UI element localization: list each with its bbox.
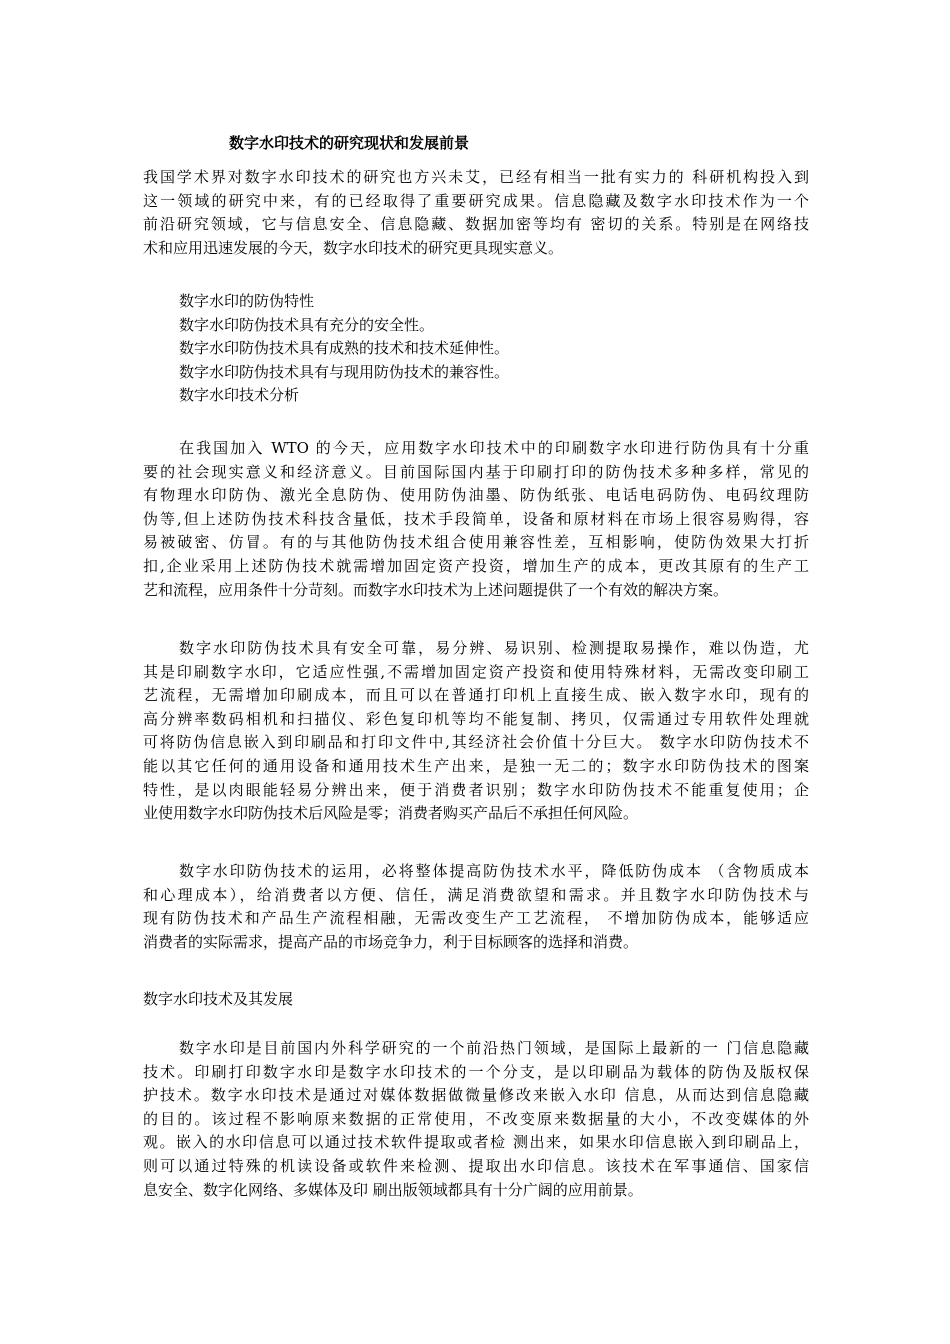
paragraph-line: 技术。印刷打印数字水印是数字水印技术的一个分支，是以印刷品为载体的防伪及版权保 — [143, 1062, 809, 1081]
paragraph-line: 易被破密、仿冒。有的与其他防伪技术组合使用兼容性差，互相影响，使防伪效果大打折 — [143, 533, 809, 552]
paragraph-line: 高分辨率数码相机和扫描仪、彩色复印机等均不能复制、拷贝，仅需通过专用软件处理就 — [143, 709, 809, 728]
paragraph-line: 息安全、数字化网络、多媒体及印 刷出版领域都具有十分广阔的应用前景。 — [143, 1180, 643, 1199]
paragraph-line: 则可以通过特殊的机读设备或软件来检测、提取出水印信息。该技术在军事通信、国家信 — [143, 1156, 809, 1175]
intro-paragraph — [143, 166, 809, 260]
paragraph-2 — [143, 637, 809, 826]
intro-line: 前沿研究领域，它与信息安全、信息隐藏、数据加密等均有 密切的关系。特别是在网络技 — [143, 215, 809, 234]
paragraph-line: 其是印刷数字水印，它适应性强,不需增加固定资产投资和使用特殊材料，无需改变印刷工 — [143, 662, 809, 681]
list-item: 数字水印防伪技术具有与现用防伪技术的兼容性。 — [179, 362, 510, 381]
paragraph-line: 艺流程，无需增加印刷成本，而且可以在普通打印机上直接生成、嵌入数字水印，现有的 — [143, 686, 809, 705]
paragraph-line: 观。嵌入的水印信息可以通过技术软件提取或者检 测出来，如果水印信息嵌入到印刷品上， — [143, 1133, 809, 1152]
intro-line: 术和应用迅速发展的今天，数字水印技术的研究更具现实意义。 — [143, 238, 564, 257]
paragraph-line: 现有防伪技术和产品生产流程相融，无需改变生产工艺流程， 不增加防伪成本，能够适应 — [143, 909, 809, 928]
list-item: 数字水印防伪技术具有充分的安全性。 — [179, 315, 435, 334]
document-title: 数字水印技术的研究现状和发展前景 — [229, 134, 470, 152]
paragraph-4 — [143, 1037, 809, 1202]
paragraph-line: 数字水印防伪技术的运用，必将整体提高防伪技术水平，降低防伪成本 （含物质成本 — [179, 862, 809, 880]
list-item: 数字水印技术分析 — [179, 386, 300, 405]
paragraph-line: 数字水印防伪技术具有安全可靠，易分辨、易识别、检测提取易操作，难以伪造，尤 — [179, 639, 809, 657]
paragraph-line: 和心理成本），给消费者以方便、信任，满足消费欲望和需求。并且数字水印防伪技术与 — [143, 885, 809, 904]
paragraph-line: 在我国加入 WTO 的今天，应用数字水印技术中的印刷数字水印进行防伪具有十分重 — [179, 439, 809, 457]
paragraph-line: 特性，是以肉眼能轻易分辨出来，便于消费者识别；数字水印防伪技术不能重复使用；企 — [143, 780, 809, 799]
paragraph-line: 的目的。该过程不影响原来数据的正常使用，不改变原来数据量的大小，不改变媒体的外 — [143, 1109, 809, 1128]
list-item: 数字水印防伪技术具有成熟的技术和技术延伸性。 — [179, 339, 510, 358]
paragraph-line: 护技术。数字水印技术是通过对媒体数据做微量修改来嵌入水印 信息，从而达到信息隐藏 — [143, 1086, 809, 1105]
paragraph-line: 伪等,但上述防伪技术科技含量低，技术手段简单，设备和原材料在市场上很容易购得，容 — [143, 509, 809, 528]
paragraph-line: 艺和流程，应用条件十分苛刻。而数字水印技术为上述问题提供了一个有效的解决方案。 — [143, 580, 729, 599]
paragraph-line: 可将防伪信息嵌入到印刷品和打印文件中,其经济社会价值十分巨大。 数字水印防伪技术不 — [143, 733, 809, 752]
paragraph-line: 有物理水印防伪、激光全息防伪、使用防伪油墨、防伪纸张、电话电码防伪、电码纹理防 — [143, 486, 809, 505]
list-item: 数字水印的防伪特性 — [179, 292, 315, 310]
paragraph-3 — [143, 860, 809, 954]
paragraph-line: 数字水印是目前国内外科学研究的一个前沿热门领域，是国际上最新的一 门信息隐藏 — [179, 1039, 809, 1057]
paragraph-1 — [143, 437, 809, 602]
intro-line: 这一领域的研究中来，有的已经取得了重要研究成果。信息隐藏及数字水印技术作为一个 — [143, 191, 809, 210]
paragraph-line: 消费者的实际需求，提高产品的市场竞争力，利于目标顾客的选择和消费。 — [143, 932, 639, 951]
paragraph-line: 能以其它任何的通用设备和通用技术生产出来，是独一无二的；数字水印防伪技术的图案 — [143, 756, 809, 775]
paragraph-line: 扣,企业采用上述防伪技术就需增加固定资产投资，增加生产的成本，更改其原有的生产工 — [143, 556, 809, 575]
section-heading: 数字水印技术及其发展 — [143, 990, 294, 1008]
feature-list — [179, 290, 509, 408]
paragraph-line: 要的社会现实意义和经济意义。目前国际国内基于印刷打印的防伪技术多种多样，常见的 — [143, 462, 809, 481]
intro-line: 我国学术界对数字水印技术的研究也方兴未艾，已经有相当一批有实力的 科研机构投入到 — [143, 168, 809, 186]
paragraph-line: 业使用数字水印防伪技术后风险是零；消费者购买产品后不承担任何风险。 — [143, 804, 639, 823]
